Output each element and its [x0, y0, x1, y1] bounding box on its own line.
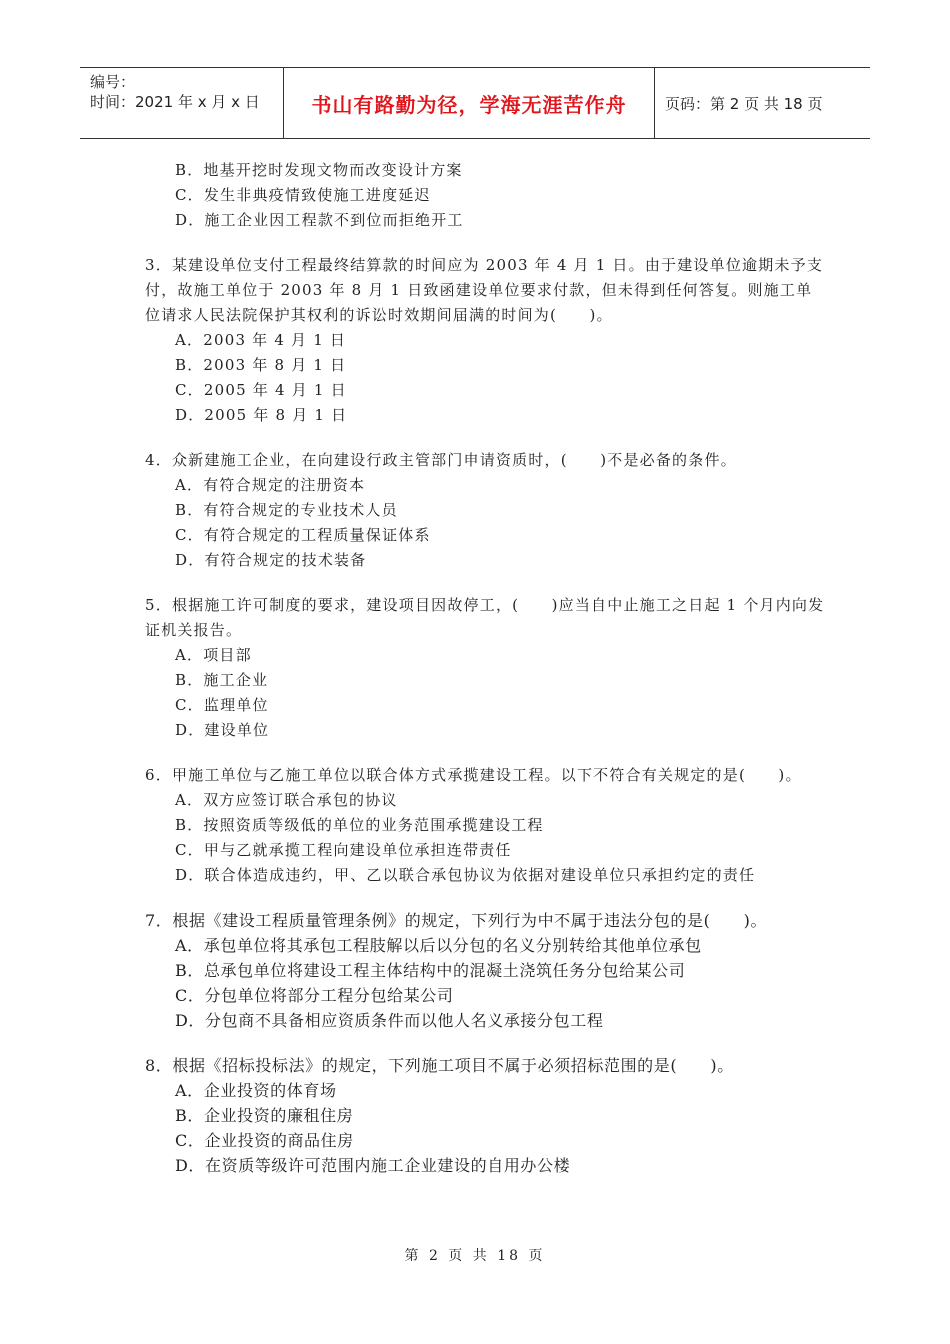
option: B．施工企业	[175, 671, 269, 689]
header-motto-cell	[283, 68, 655, 138]
page-header	[80, 67, 870, 139]
page-footer: 第 2 页 共 18 页	[404, 1248, 546, 1264]
option: B．总承包单位将建设工程主体结构中的混凝土浇筑任务分包给某公司	[175, 961, 686, 980]
question-stem: 7．根据《建设工程质量管理条例》的规定，下列行为中不属于违法分包的是( )。	[145, 911, 768, 930]
option: C．分包单位将部分工程分包给某公司	[175, 986, 454, 1005]
question-stem: 8．根据《招标投标法》的规定，下列施工项目不属于必须招标范围的是( )。	[145, 1056, 734, 1075]
option: C．监理单位	[175, 696, 269, 714]
option: C．2005 年 4 月 1 日	[175, 381, 347, 399]
option: D．在资质等级许可范围内施工企业建设的自用办公楼	[175, 1156, 571, 1175]
question-5	[145, 593, 825, 743]
option: D．有符合规定的技术装备	[175, 551, 367, 569]
option: B．地基开挖时发现文物而改变设计方案	[175, 161, 463, 179]
option: D．分包商不具备相应资质条件而以他人名义承接分包工程	[175, 1011, 604, 1030]
serial-label: 编号：	[90, 73, 136, 91]
option: A．2003 年 4 月 1 日	[175, 331, 347, 349]
option: A．承包单位将其承包工程肢解以后以分包的名义分别转给其他单位承包	[175, 936, 702, 955]
header-meta	[80, 68, 283, 138]
option: B．2003 年 8 月 1 日	[175, 356, 347, 374]
question-6	[145, 763, 825, 888]
option: B．企业投资的廉租住房	[175, 1106, 354, 1125]
option: B．有符合规定的专业技术人员	[175, 501, 398, 519]
option: A．项目部	[175, 646, 252, 664]
document-body	[145, 158, 825, 1198]
question-stem: 6．甲施工单位与乙施工单位以联合体方式承揽建设工程。以下不符合有关规定的是( )。	[145, 766, 802, 784]
option: C．发生非典疫情致使施工进度延迟	[175, 186, 431, 204]
question-3	[145, 253, 825, 428]
header-page-cell	[655, 68, 870, 138]
option: A．企业投资的体育场	[175, 1081, 337, 1100]
option: A．双方应签订联合承包的协议	[175, 791, 398, 809]
option: D．建设单位	[175, 721, 270, 739]
option: C．企业投资的商品住房	[175, 1131, 354, 1150]
question-stem: 5．根据施工许可制度的要求，建设项目因故停工，( )应当自中止施工之日起 1 个月内向发证机关报告。	[145, 596, 825, 639]
option: C．甲与乙就承揽工程向建设单位承担连带责任	[175, 841, 512, 859]
option: D．施工企业因工程款不到位而拒绝开工	[175, 211, 464, 229]
question-8	[145, 1053, 825, 1178]
option: C．有符合规定的工程质量保证体系	[175, 526, 431, 544]
header-page-info: 页码：第 2 页 共 18 页	[665, 94, 823, 113]
option: B．按照资质等级低的单位的业务范围承揽建设工程	[175, 816, 544, 834]
question-4	[145, 448, 825, 573]
question-stem: 4．众新建施工企业，在向建设行政主管部门申请资质时，( )不是必备的条件。	[145, 451, 737, 469]
option: D．2005 年 8 月 1 日	[175, 406, 348, 424]
question-7	[145, 908, 825, 1033]
header-motto: 书山有路勤为径，学海无涯苦作舟	[311, 92, 627, 117]
question-2-continued	[145, 158, 825, 233]
time-label: 时间：2021 年 x 月 x 日	[90, 93, 260, 111]
option: A．有符合规定的注册资本	[175, 476, 366, 494]
question-stem: 3．某建设单位支付工程最终结算款的时间应为 2003 年 4 月 1 日。由于建设单位逾期未予支付，故施工单位于 2003 年 8 月 1 日致函建设单位要求付款，但未得到任何答复。则施工单位请求人民法院保护其权利的诉讼时效期间届满的时间为( )。	[145, 256, 824, 324]
option: D．联合体造成违约，甲、乙以联合承包协议为依据对建设单位只承担约定的责任	[175, 866, 756, 884]
